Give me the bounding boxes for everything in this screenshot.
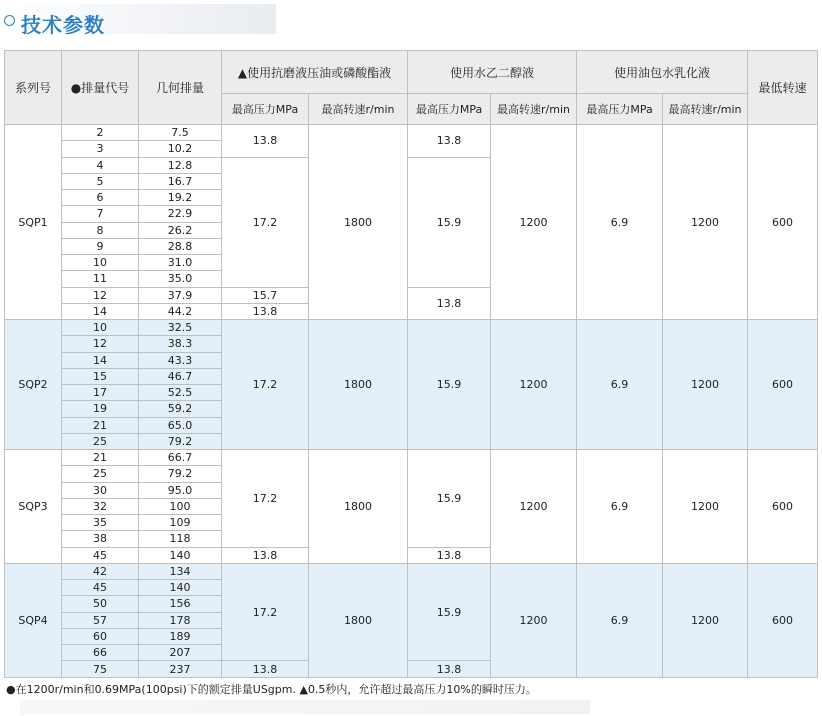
displacement-code-cell: 3 xyxy=(62,141,139,157)
displacement-code-cell: 45 xyxy=(62,580,139,596)
header-max-speed: 最高转速r/min xyxy=(663,94,748,125)
geometric-displacement-cell: 59.2 xyxy=(139,401,222,417)
emulsion-max-speed-cell: 1200 xyxy=(663,450,748,564)
header-max-speed: 最高转速r/min xyxy=(491,94,577,125)
min-speed-cell: 600 xyxy=(748,125,818,320)
header-max-pressure: 最高压力MPa xyxy=(222,94,309,125)
geometric-displacement-cell: 43.3 xyxy=(139,352,222,368)
title-circle-icon xyxy=(4,15,15,26)
displacement-code-cell: 14 xyxy=(62,352,139,368)
glycol-max-speed-cell: 1200 xyxy=(491,563,577,677)
header-min-speed: 最低转速 xyxy=(748,51,818,125)
header-geometric-displacement: 几何排量 xyxy=(139,51,222,125)
emulsion-max-speed-cell: 1200 xyxy=(663,563,748,677)
glycol-max-pressure-cell: 15.9 xyxy=(408,320,491,450)
oil-max-pressure-cell: 15.7 xyxy=(222,287,309,303)
glycol-max-speed-cell: 1200 xyxy=(491,320,577,450)
oil-max-pressure-cell: 13.8 xyxy=(222,125,309,158)
displacement-code-cell: 4 xyxy=(62,157,139,173)
geometric-displacement-cell: 26.2 xyxy=(139,222,222,238)
geometric-displacement-cell: 16.7 xyxy=(139,173,222,189)
geometric-displacement-cell: 28.8 xyxy=(139,238,222,254)
title-bar xyxy=(0,4,276,37)
glycol-max-pressure-cell: 13.8 xyxy=(408,547,491,563)
oil-max-speed-cell: 1800 xyxy=(309,320,408,450)
min-speed-cell: 600 xyxy=(748,563,818,677)
displacement-code-cell: 5 xyxy=(62,173,139,189)
geometric-displacement-cell: 12.8 xyxy=(139,157,222,173)
displacement-code-cell: 30 xyxy=(62,482,139,498)
emulsion-max-speed-cell: 1200 xyxy=(663,320,748,450)
geometric-displacement-cell: 52.5 xyxy=(139,385,222,401)
displacement-code-cell: 10 xyxy=(62,320,139,336)
geometric-displacement-cell: 10.2 xyxy=(139,141,222,157)
displacement-code-cell: 8 xyxy=(62,222,139,238)
oil-max-pressure-cell: 13.8 xyxy=(222,661,309,678)
oil-max-pressure-cell: 13.8 xyxy=(222,547,309,563)
min-speed-cell: 600 xyxy=(748,320,818,450)
geometric-displacement-cell: 66.7 xyxy=(139,450,222,466)
geometric-displacement-cell: 32.5 xyxy=(139,320,222,336)
series-cell: SQP2 xyxy=(5,320,62,450)
emulsion-max-pressure-cell: 6.9 xyxy=(577,125,663,320)
oil-max-pressure-cell: 17.2 xyxy=(222,563,309,661)
displacement-code-cell: 9 xyxy=(62,238,139,254)
displacement-code-cell: 19 xyxy=(62,401,139,417)
oil-max-pressure-cell: 17.2 xyxy=(222,450,309,548)
displacement-code-cell: 25 xyxy=(62,433,139,449)
geometric-displacement-cell: 7.5 xyxy=(139,125,222,141)
emulsion-max-pressure-cell: 6.9 xyxy=(577,563,663,677)
header-max-speed: 最高转速r/min xyxy=(309,94,408,125)
oil-max-speed-cell: 1800 xyxy=(309,563,408,677)
glycol-max-pressure-cell: 13.8 xyxy=(408,661,491,678)
displacement-code-cell: 10 xyxy=(62,255,139,271)
displacement-code-cell: 35 xyxy=(62,515,139,531)
displacement-code-cell: 11 xyxy=(62,271,139,287)
oil-max-pressure-cell: 17.2 xyxy=(222,157,309,287)
geometric-displacement-cell: 109 xyxy=(139,515,222,531)
spec-table xyxy=(4,50,818,678)
geometric-displacement-cell: 100 xyxy=(139,498,222,514)
geometric-displacement-cell: 46.7 xyxy=(139,368,222,384)
displacement-code-cell: 7 xyxy=(62,206,139,222)
table-row xyxy=(5,450,818,466)
header-group-antiwear-oil: ▲使用抗磨液压油或磷酸酯液 xyxy=(222,51,408,94)
header-max-pressure: 最高压力MPa xyxy=(408,94,491,125)
table-row xyxy=(5,320,818,336)
displacement-code-cell: 60 xyxy=(62,628,139,644)
oil-max-pressure-cell: 17.2 xyxy=(222,320,309,450)
geometric-displacement-cell: 22.9 xyxy=(139,206,222,222)
page-title: 技术参数 xyxy=(21,13,105,37)
geometric-displacement-cell: 140 xyxy=(139,580,222,596)
displacement-code-cell: 45 xyxy=(62,547,139,563)
displacement-code-cell: 57 xyxy=(62,612,139,628)
bottom-band xyxy=(20,700,590,714)
oil-max-speed-cell: 1800 xyxy=(309,125,408,320)
geometric-displacement-cell: 65.0 xyxy=(139,417,222,433)
geometric-displacement-cell: 79.2 xyxy=(139,466,222,482)
header-displacement-code: ●排量代号 xyxy=(62,51,139,125)
displacement-code-cell: 17 xyxy=(62,385,139,401)
emulsion-max-speed-cell: 1200 xyxy=(663,125,748,320)
geometric-displacement-cell: 237 xyxy=(139,661,222,678)
glycol-max-pressure-cell: 15.9 xyxy=(408,563,491,661)
series-cell: SQP4 xyxy=(5,563,62,677)
header-group-water-in-oil: 使用油包水乳化液 xyxy=(577,51,748,94)
displacement-code-cell: 25 xyxy=(62,466,139,482)
oil-max-speed-cell: 1800 xyxy=(309,450,408,564)
geometric-displacement-cell: 79.2 xyxy=(139,433,222,449)
displacement-code-cell: 2 xyxy=(62,125,139,141)
geometric-displacement-cell: 134 xyxy=(139,563,222,579)
geometric-displacement-cell: 95.0 xyxy=(139,482,222,498)
header-max-pressure: 最高压力MPa xyxy=(577,94,663,125)
displacement-code-cell: 32 xyxy=(62,498,139,514)
table-row xyxy=(5,125,818,141)
min-speed-cell: 600 xyxy=(748,450,818,564)
header-series: 系列号 xyxy=(5,51,62,125)
glycol-max-pressure-cell: 15.9 xyxy=(408,450,491,548)
geometric-displacement-cell: 140 xyxy=(139,547,222,563)
geometric-displacement-cell: 35.0 xyxy=(139,271,222,287)
series-cell: SQP3 xyxy=(5,450,62,564)
geometric-displacement-cell: 178 xyxy=(139,612,222,628)
geometric-displacement-cell: 37.9 xyxy=(139,287,222,303)
glycol-max-pressure-cell: 13.8 xyxy=(408,125,491,158)
footnote: ●在1200r/min和0.69MPa(100psi)下的额定排量USgpm. ▲0.5秒内，允许超过最高压力10%的瞬时压力。 xyxy=(6,683,537,696)
geometric-displacement-cell: 38.3 xyxy=(139,336,222,352)
displacement-code-cell: 14 xyxy=(62,303,139,319)
displacement-code-cell: 21 xyxy=(62,417,139,433)
emulsion-max-pressure-cell: 6.9 xyxy=(577,450,663,564)
displacement-code-cell: 6 xyxy=(62,190,139,206)
displacement-code-cell: 42 xyxy=(62,563,139,579)
geometric-displacement-cell: 189 xyxy=(139,628,222,644)
displacement-code-cell: 12 xyxy=(62,336,139,352)
glycol-max-pressure-cell: 15.9 xyxy=(408,157,491,287)
displacement-code-cell: 50 xyxy=(62,596,139,612)
geometric-displacement-cell: 31.0 xyxy=(139,255,222,271)
geometric-displacement-cell: 207 xyxy=(139,645,222,661)
series-cell: SQP1 xyxy=(5,125,62,320)
glycol-max-speed-cell: 1200 xyxy=(491,450,577,564)
geometric-displacement-cell: 156 xyxy=(139,596,222,612)
emulsion-max-pressure-cell: 6.9 xyxy=(577,320,663,450)
glycol-max-pressure-cell: 13.8 xyxy=(408,287,491,320)
displacement-code-cell: 66 xyxy=(62,645,139,661)
table-row xyxy=(5,563,818,579)
geometric-displacement-cell: 44.2 xyxy=(139,303,222,319)
geometric-displacement-cell: 118 xyxy=(139,531,222,547)
displacement-code-cell: 21 xyxy=(62,450,139,466)
displacement-code-cell: 15 xyxy=(62,368,139,384)
geometric-displacement-cell: 19.2 xyxy=(139,190,222,206)
displacement-code-cell: 12 xyxy=(62,287,139,303)
oil-max-pressure-cell: 13.8 xyxy=(222,303,309,319)
glycol-max-speed-cell: 1200 xyxy=(491,125,577,320)
displacement-code-cell: 38 xyxy=(62,531,139,547)
displacement-code-cell: 75 xyxy=(62,661,139,678)
header-group-water-glycol: 使用水乙二醇液 xyxy=(408,51,577,94)
